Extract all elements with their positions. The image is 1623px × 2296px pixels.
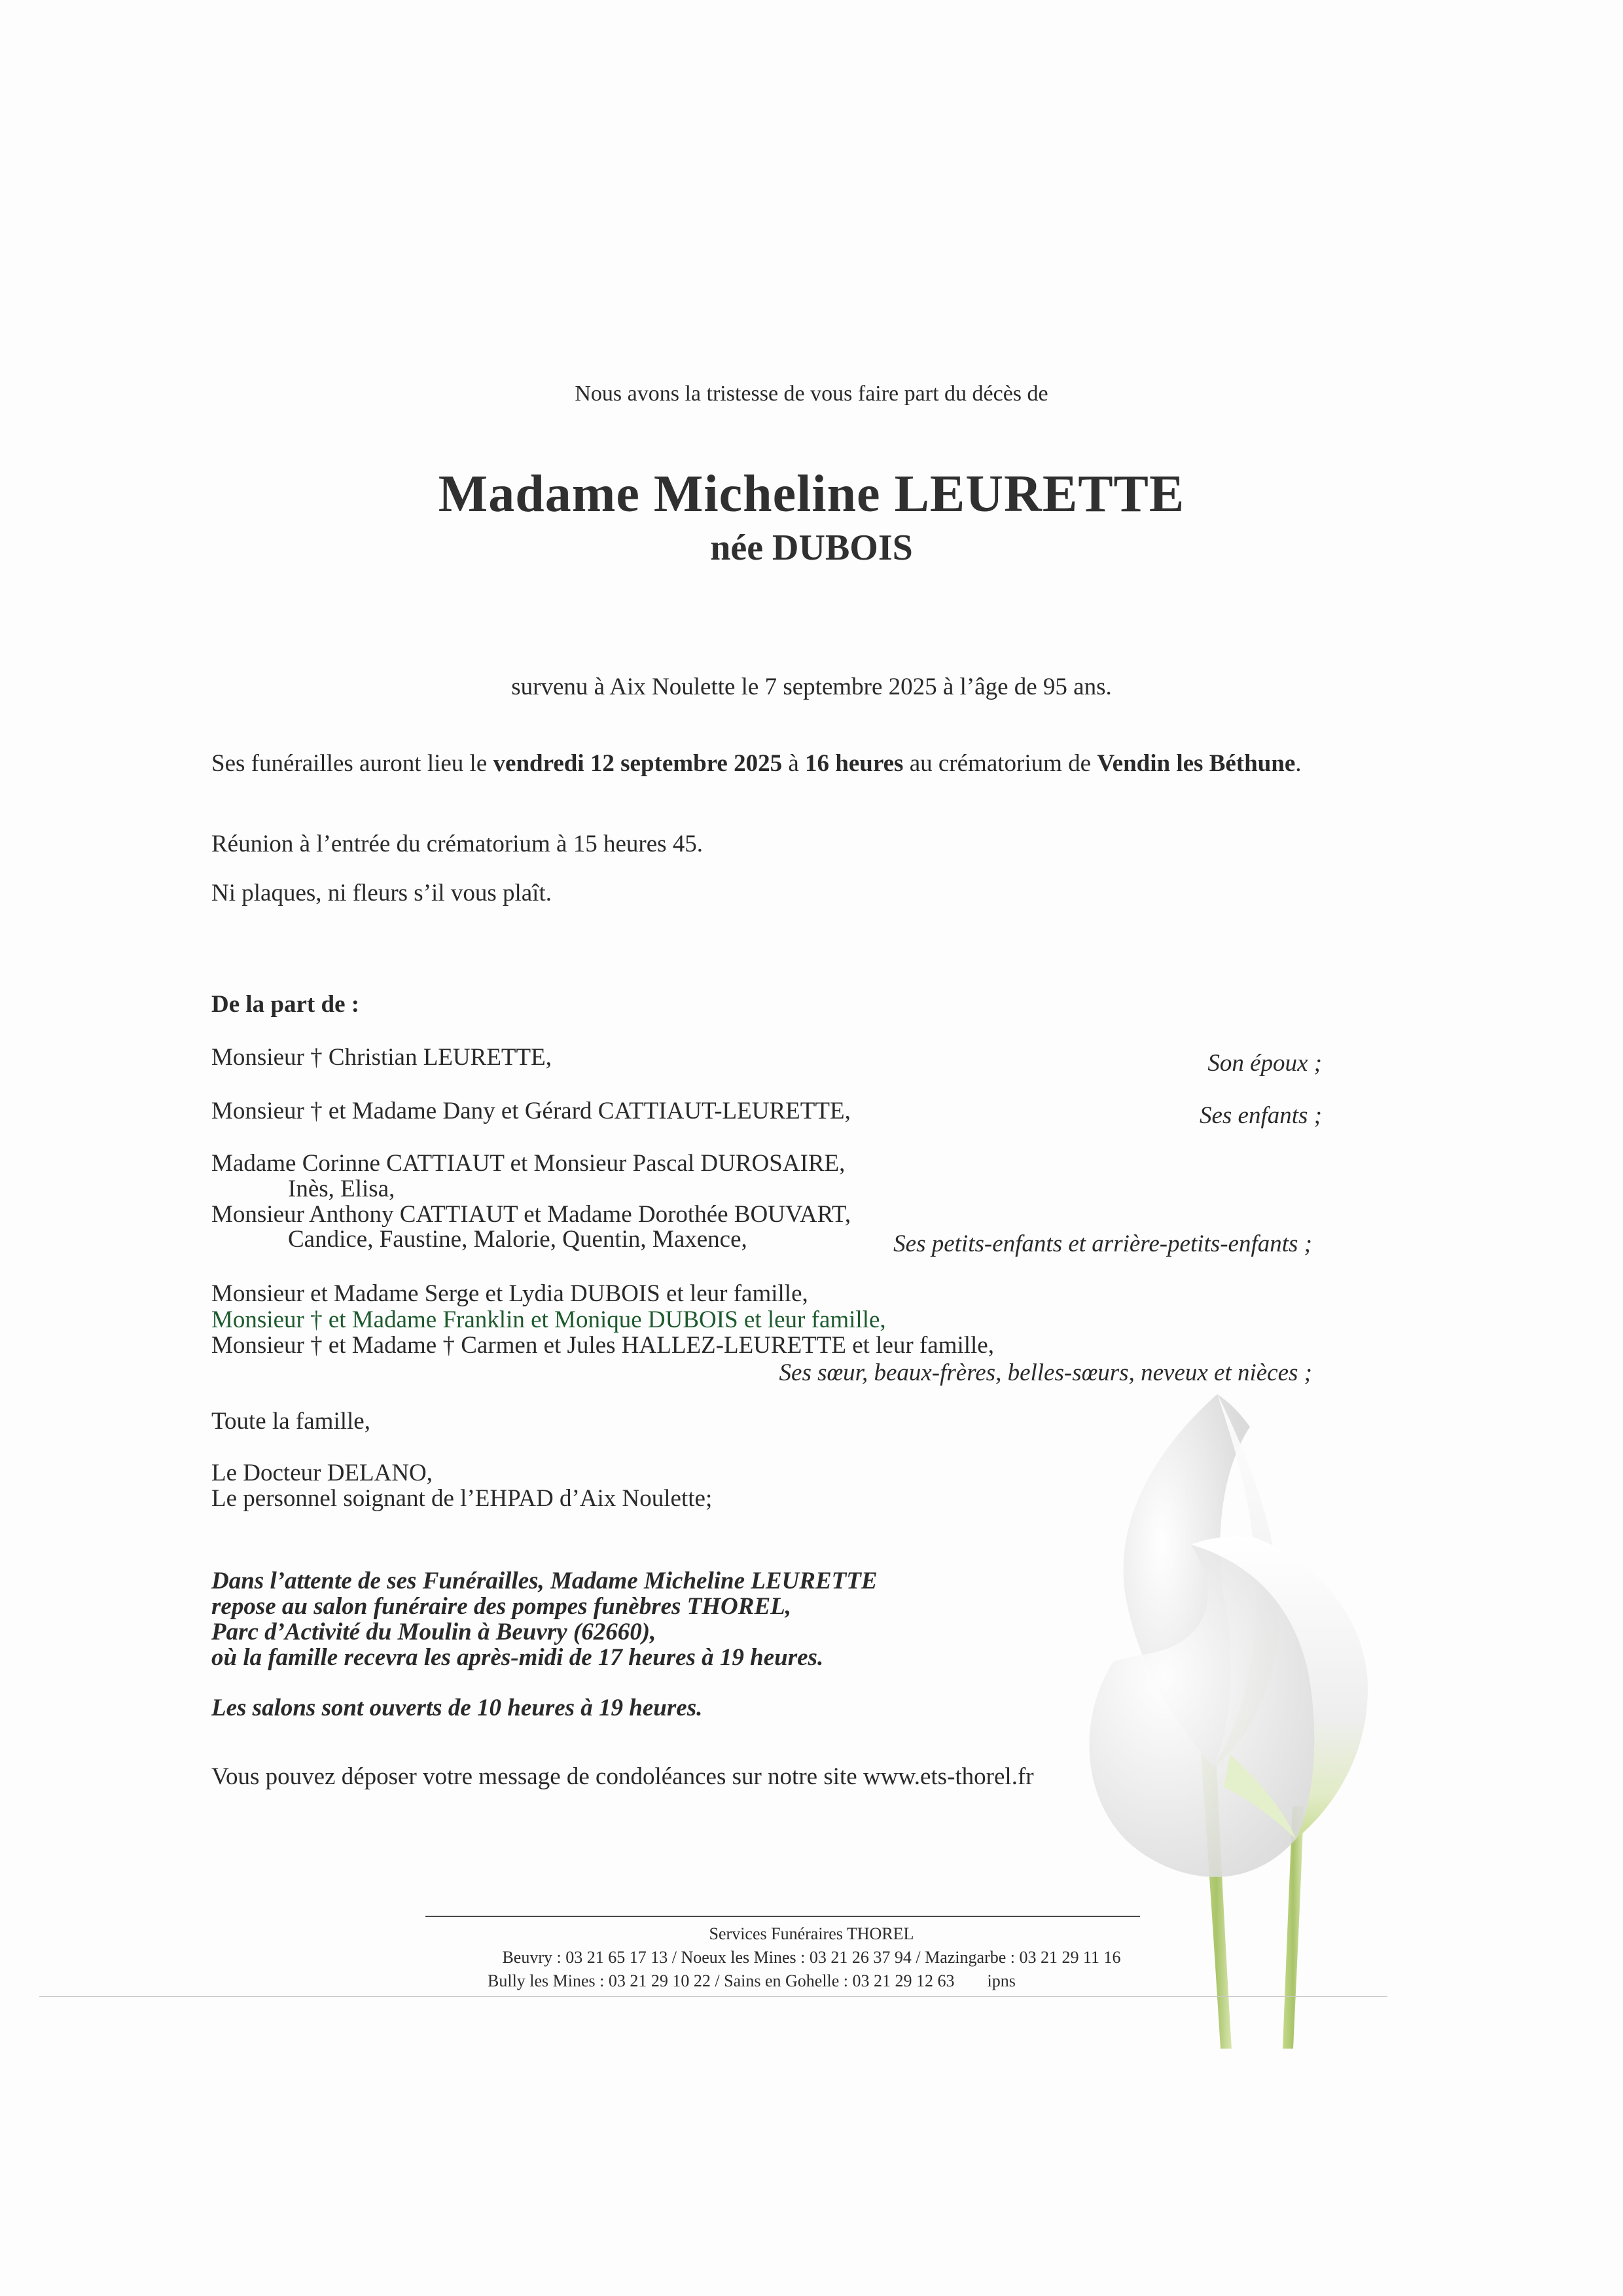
footer-phones-2: Bully les Mines : 03 21 29 10 22 / Sains en Gohelle : 03 21 29 12 63 <box>488 1971 955 1990</box>
condolences-line: Vous pouvez déposer votre message de condoléances sur notre site www.ets-thorel.fr <box>211 1763 1034 1790</box>
funeral-text-2: à <box>782 750 806 777</box>
death-line: survenu à Aix Noulette le 7 septembre 2025 à l’âge de 95 ans. <box>511 673 1112 700</box>
salon-line-3: Parc d’Activité du Moulin à Beuvry (62660), <box>211 1619 656 1645</box>
grandchild-couple-2: Monsieur Anthony CATTIAUT et Madame Dorothée BOUVART, <box>211 1201 851 1228</box>
salon-line-4: où la famille recevra les après-midi de 17 heures à 19 heures. <box>211 1644 824 1671</box>
funeral-text-4: . <box>1295 750 1302 777</box>
doctor-line: Le Docteur DELANO, <box>211 1460 433 1486</box>
intro-text: Nous avons la tristesse de vous faire part du décès de <box>575 382 1048 406</box>
funeral-date: vendredi 12 septembre 2025 <box>493 750 783 777</box>
children-role: Ses enfants ; <box>1199 1102 1322 1129</box>
spouse-role: Son époux ; <box>1207 1050 1322 1077</box>
funeral-place: Vendin les Béthune <box>1097 750 1296 777</box>
page-bottom-rule <box>39 1996 1387 1997</box>
spouse-name: Monsieur † Christian LEURETTE, <box>211 1044 552 1071</box>
sibling-line-3: Monsieur † et Madame † Carmen et Jules HALLEZ-LEURETTE et leur famille, <box>211 1332 994 1359</box>
great-grandchildren-1: Inès, Elisa, <box>288 1175 395 1202</box>
salon-line-2: repose au salon funéraire des pompes funèbres THOREL, <box>211 1593 791 1620</box>
funeral-text-3: au crématorium de <box>903 750 1097 777</box>
family-heading: De la part de : <box>211 991 360 1018</box>
grandchildren-role: Ses petits-enfants et arrière-petits-enfants ; <box>893 1230 1312 1257</box>
staff-line: Le personnel soignant de l’EHPAD d’Aix Noulette; <box>211 1485 713 1512</box>
all-family-line: Toute la famille, <box>211 1408 370 1435</box>
maiden-name: née DUBOIS <box>710 528 913 568</box>
grandchild-couple-1: Madame Corinne CATTIAUT et Monsieur Pascal DUROSAIRE, <box>211 1150 846 1177</box>
no-flowers-line: Ni plaques, ni fleurs s’il vous plaît. <box>211 880 552 906</box>
sibling-line-2: Monsieur † et Madame Franklin et Monique DUBOIS et leur famille, <box>211 1306 886 1333</box>
funeral-text-1: Ses funérailles auront lieu le <box>211 750 493 777</box>
meeting-line: Réunion à l’entrée du crématorium à 15 heures 45. <box>211 831 704 857</box>
footer-phones-1: Beuvry : 03 21 65 17 13 / Noeux les Mines : 03 21 26 37 94 / Mazingarbe : 03 21 29 11 16 <box>502 1948 1121 1967</box>
siblings-role: Ses sœur, beaux-frères, belles-sœurs, neveux et nièces ; <box>779 1359 1312 1386</box>
footer-tag: ipns <box>987 1971 1016 1990</box>
salon-hours: Les salons sont ouverts de 10 heures à 19 heures. <box>211 1695 703 1721</box>
deceased-name: Madame Micheline LEURETTE <box>438 465 1185 523</box>
funeral-time: 16 heures <box>805 750 904 777</box>
great-grandchildren-2: Candice, Faustine, Malorie, Quentin, Maxence, <box>288 1226 747 1253</box>
children-name: Monsieur † et Madame Dany et Gérard CATTIAUT-LEURETTE, <box>211 1098 851 1124</box>
salon-line-1: Dans l’attente de ses Funérailles, Madame Micheline LEURETTE <box>211 1568 878 1594</box>
footer-phones-2-row <box>488 1971 1016 1991</box>
footer-divider <box>425 1916 1140 1917</box>
sibling-line-1: Monsieur et Madame Serge et Lydia DUBOIS et leur famille, <box>211 1280 808 1307</box>
footer-company: Services Funéraires THOREL <box>709 1924 914 1943</box>
funeral-line <box>211 749 1302 778</box>
